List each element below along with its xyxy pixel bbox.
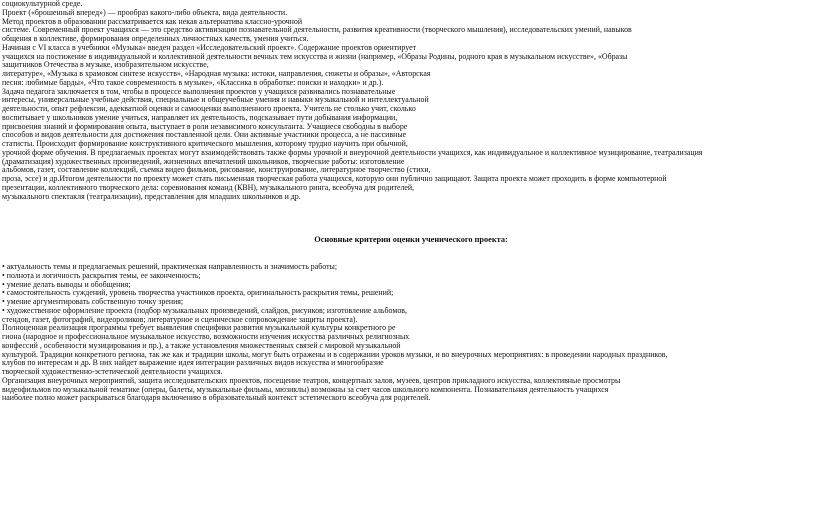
text-line: урочной форме обучения. В предлагаемых проектах могут взаимодействовать также формы урочной и внеурочной деятельности учащихся, как индивидуальное и коллективное музицирование, театрализация — [2, 148, 703, 157]
text-line: Задача педагога заключается в том, чтобы в процессе выполнения проектов у учащихся развивались познавательные — [2, 87, 396, 96]
text-line: системе. Современный проект учащихся — это средство активизации познавательной деятельности, развития креативности (творческого мышления), исследовательских умений, навыков — [2, 26, 632, 35]
top-text-block — [2, 0, 814, 201]
text-line: деятельности, опыт рефлексии, адекватной оценки и самооценки выполненного проекта. Учитель не столько учит, сколько — [2, 105, 416, 113]
section-heading: Основные критерии оценки ученического проекта: — [314, 235, 508, 245]
document-page — [2, 0, 814, 403]
text-line: статисты. Происходит формирование конструктивного критического мышления, которому трудно научить при обычной, — [2, 140, 408, 148]
text-line: • полнота и логичность раскрытия темы, ее законченность; — [2, 271, 201, 280]
text-line: • умение аргументировать собственную точку зрения; — [2, 298, 184, 306]
text-line: • актуальность темы и предлагаемых решений, практическая направленность и значимость работы; — [2, 263, 338, 271]
text-line: презентации, коллективного творческого дела: соревнования команд (КВН), музыкального ринга, всеобуча для родителей, — [2, 183, 415, 192]
text-line: творческой художественно-эстетической деятельности учащихся. — [2, 368, 223, 376]
text-line: Полноценная реализация программы требует выявления специфики развития музыкальной культуры конкретного ре — [2, 324, 396, 333]
text-line: • умение делать выводы и обобщения; — [2, 280, 131, 289]
text-line: Начиная с VI класса в учебники «Музыка» введен раздел «Исследовательский проект». Содержание проектов ориентирует — [2, 43, 417, 52]
text-line: литературе», «Музыка в храмовом синтезе искусств», «Народная музыка: истоки, направления, сюжеты и образы», «Авторская — [2, 70, 431, 78]
text-line: (драматизация) художественных произведений, жизненных впечатлений школьников, творческие работы: изготовление — [2, 157, 405, 166]
text-line: альбомов, газет, составление коллекций, съемка видео фильмов, рисование, конструирование, литературное творчество (стихи, — [2, 166, 431, 175]
text-line: культурой. Традиции конкретного региона, так же как и традиции школы, могут быть отражены и в содержании уроков музыки, и во внеурочных мероприятиях: в проведении народных праздников, — [2, 350, 668, 359]
bottom-text-block — [2, 263, 814, 403]
text-line: способов и видов деятельности для достижения поставленной цели. Они активные участники процесса, а не пассивные — [2, 131, 407, 140]
text-line: стендов, газет, фотографий, видеороликов; литературное и сценическое сопровождение защиты проекта). — [2, 315, 358, 324]
text-line: Организация внеурочных мероприятий, защита исследовательских проектов, посещение театров, концертных залов, музеев, центров прикладного искусства, коллективные просмотры — [2, 376, 621, 385]
text-line: Метод проектов в образовании рассматривается как некая альтернатива классно-урочной — [2, 17, 303, 26]
text-line: гиона (народное и профессиональное музыкальное искусство, возможности изучения искусства различных религиозных — [2, 333, 410, 341]
text-line: • художественное оформление проекта (подбор музыкальных произведений, слайдов, рисунков; изготовление альбомов, — [2, 306, 407, 315]
text-line: • самостоятельность суждений, уровень творчества участников проекта, оригинальность раскрытия темы, решений; — [2, 289, 394, 298]
text-line: музыкального спектакля (театрализации), представления для младших школьников и др. — [2, 192, 301, 201]
text-line: наиболее полно может раскрываться благодаря включению в образовательный контекст эстетического всеобуча для родителей. — [2, 394, 431, 403]
text-line: Проект («брошенный вперед») — прообраз какого-либо объекта, вида деятельности. — [2, 8, 288, 17]
text-line: конфессий , особенности музицирования и пр.), а также установления множественных связей с мировой музыкальной — [2, 341, 401, 350]
text-line: учащихся на постижение в индивидуальной и коллективной деятельности вечных тем искусства и жизни (например, «Образы Родины, родного края в музыкальном искусстве», «Образы — [2, 52, 628, 61]
text-line: видеофильмов по музыкальной тематике (оперы, балеты, музыкальные фильмы, мюзиклы) возможны за счет часов школьного компонента. Познавательная деятельность учащихся — [2, 385, 609, 394]
text-line: общения в коллективе, формирования определенных личностных качеств, умения учиться. — [2, 35, 309, 43]
text-line: песня: любимые барды», «Что такое современность в музыке», «Классика в обработке: поиски и находки» и др.). — [2, 78, 384, 87]
text-line: клубов по интересам и др. В них найдет выражение идея интеграции различных видов искусства и многообразие — [2, 359, 384, 368]
text-line: проза, эссе) и др.Итогом деятельности по проекту может стать письменная творческая работа учащихся, которую они публично защищают. Защита проекта может проходить в форме компьютерной — [2, 175, 667, 183]
text-line: социокультурной среде. — [2, 0, 83, 8]
text-line: присвоения знаний и формирования опыта, выступает в роли независимого консультанта. Учащиеся свободны в выборе — [2, 122, 408, 131]
text-line: защитников Отечества в музыке, изобразительном искусстве, — [2, 61, 209, 70]
text-line: воспитывает у школьников умение учиться, направляет их деятельность, подсказывает пути добывания информации, — [2, 113, 398, 122]
spacer — [2, 201, 814, 236]
text-line: интересы, универсальные учебные действия, специальные и общеучебные умения и навыки музыкальной и интеллектуальной — [2, 96, 429, 105]
